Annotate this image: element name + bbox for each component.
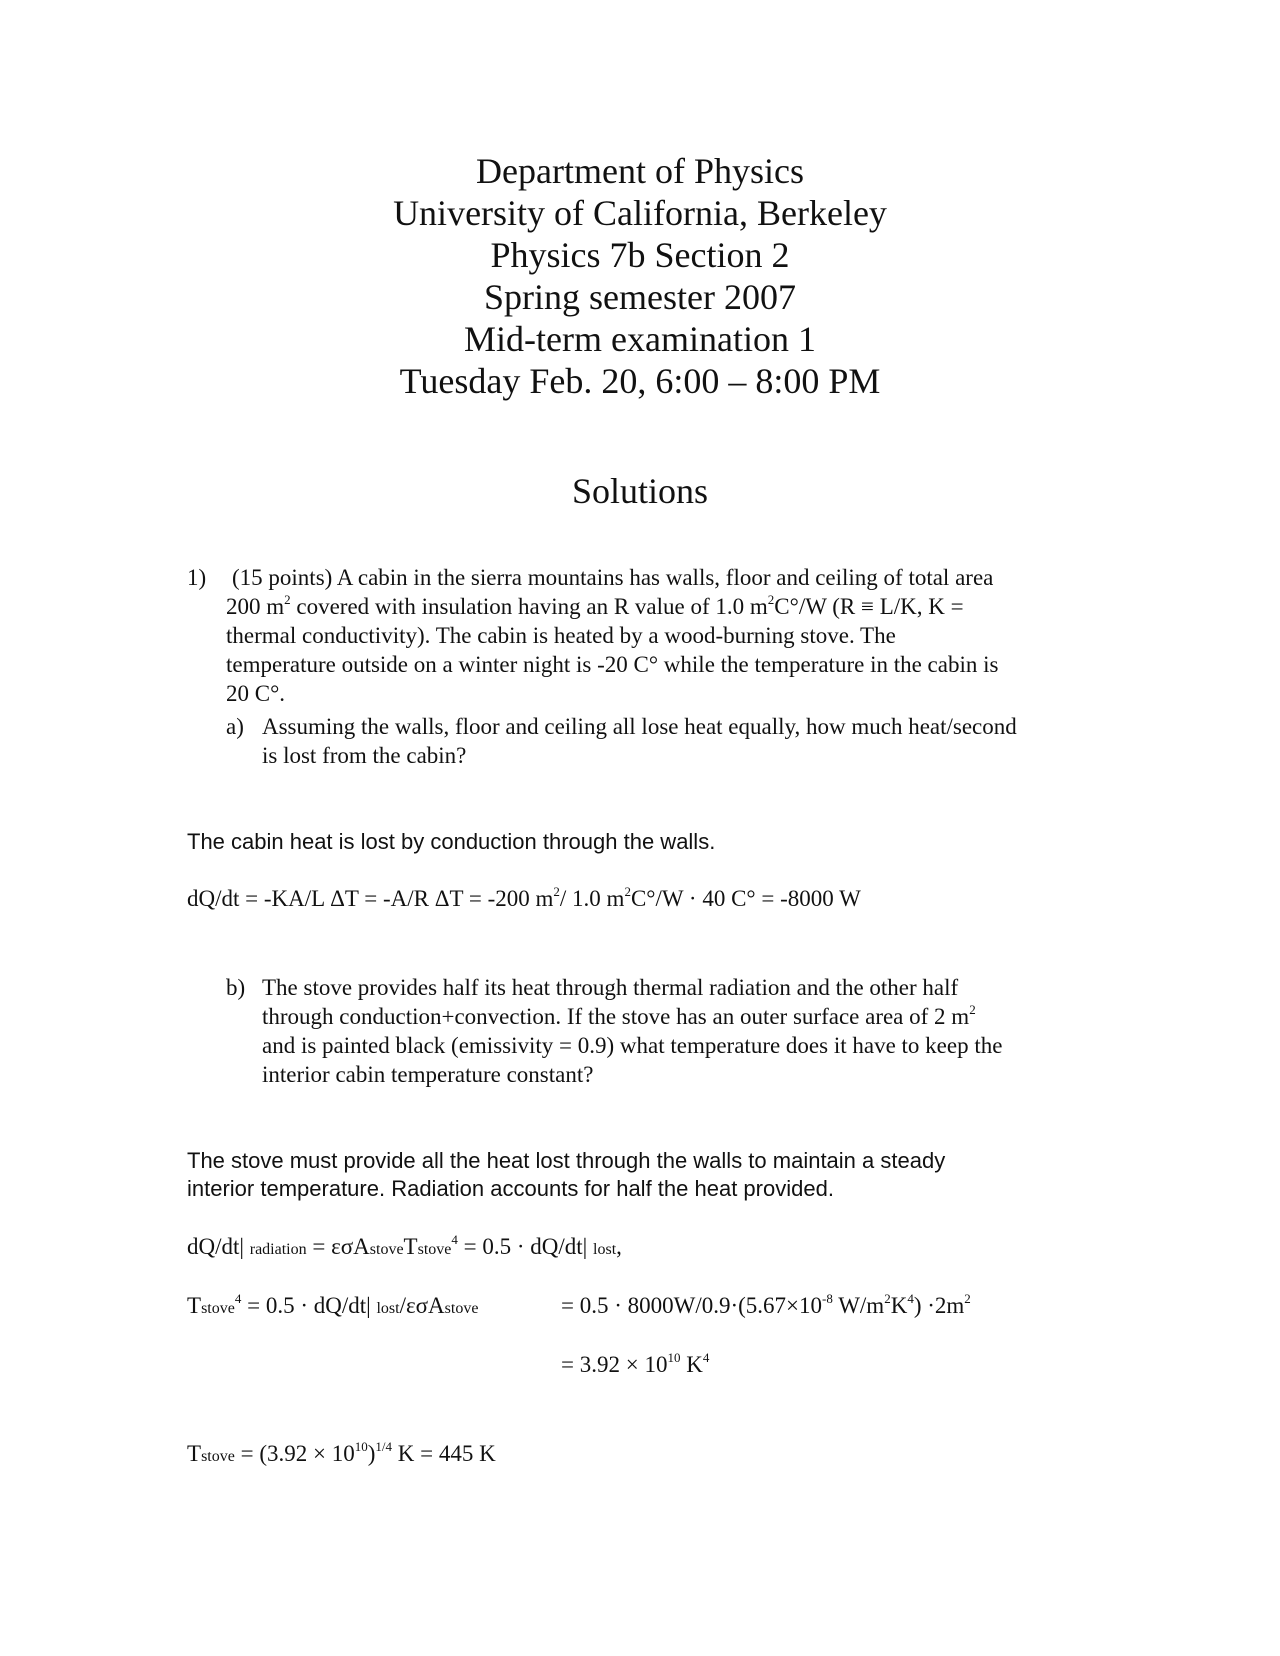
- header-semester: Spring semester 2007: [484, 277, 796, 317]
- part-b-text: through conduction+convection. If the stove has an outer surface area of 2 $m^2$: [262, 1002, 976, 1029]
- problem-text-line: 20 C°.: [226, 681, 286, 706]
- equation-tstove-rhs: = $0.5 \cdot 8000W/0.9\cdot(5.67\times 10^{-8}$ $W/m^2K^4) \cdot 2m^2$: [561, 1291, 971, 1318]
- part-b-label: b): [226, 975, 246, 1000]
- part-a-text: Assuming the walls, floor and ceiling all lose heat equally, how much heat/second: [262, 714, 1017, 739]
- solutions-title: Solutions: [571, 471, 709, 511]
- header-course: Physics 7b Section 2: [490, 235, 790, 275]
- part-b-text: The stove provides half its heat through thermal radiation and the other half: [262, 975, 959, 1000]
- header-exam: Mid-term examination 1: [464, 319, 816, 359]
- header-date: Tuesday Feb. 20, 6:00 – 8:00 PM: [399, 361, 881, 401]
- problem-text-line: temperature outside on a winter night is -20 C° while the temperature in the cabin is: [226, 652, 999, 677]
- problem-text-line: 200 $m^2$ covered with insulation having an R value of 1.0 $m^2C^\circ/W$ (R ≡ L/K, K =: [226, 592, 964, 619]
- problem-number: 1): [187, 565, 207, 590]
- equation-final-temperature: Tstove = $(3.92 \times 10^{10})^{1/4}$ K = 445 K: [187, 1439, 496, 1466]
- part-a-text: is lost from the cabin?: [262, 743, 467, 768]
- problem-text-line: (15 points) A cabin in the sierra mountains has walls, floor and ceiling of total area: [232, 565, 994, 590]
- answer-b-text: interior temperature. Radiation accounts for half the heat provided.: [187, 1176, 834, 1201]
- part-b-text: interior cabin temperature constant?: [262, 1062, 594, 1087]
- equation-a: dQ/dt = -KA/L ΔT = -A/R ΔT = -200 $m^2/$ 1.0 $m^2C^\circ/W \cdot 40$ C° = -8000 W: [187, 884, 861, 911]
- problem-text-line: thermal conductivity). The cabin is heated by a wood-burning stove. The: [226, 623, 896, 648]
- part-a-label: a): [226, 714, 244, 739]
- part-b-text: and is painted black (emissivity = 0.9) what temperature does it have to keep the: [262, 1033, 1003, 1058]
- equation-radiation: dQ/dt| radiation = εσAstoveTstove$^4$ = 0.5 · dQ/dt| lost,: [187, 1232, 622, 1259]
- answer-a-text: The cabin heat is lost by conduction through the walls.: [187, 829, 716, 854]
- header-department: Department of Physics: [476, 151, 804, 191]
- equation-tstove-lhs: Tstove$^4$ = 0.5 · dQ/dt| lost/εσAstove: [187, 1291, 479, 1318]
- answer-b-text: The stove must provide all the heat lost through the walls to maintain a steady: [187, 1148, 946, 1173]
- header-university: University of California, Berkeley: [393, 193, 887, 233]
- equation-result-k4: = $3.92 \times 10^{10}$ $K^4$: [561, 1350, 710, 1377]
